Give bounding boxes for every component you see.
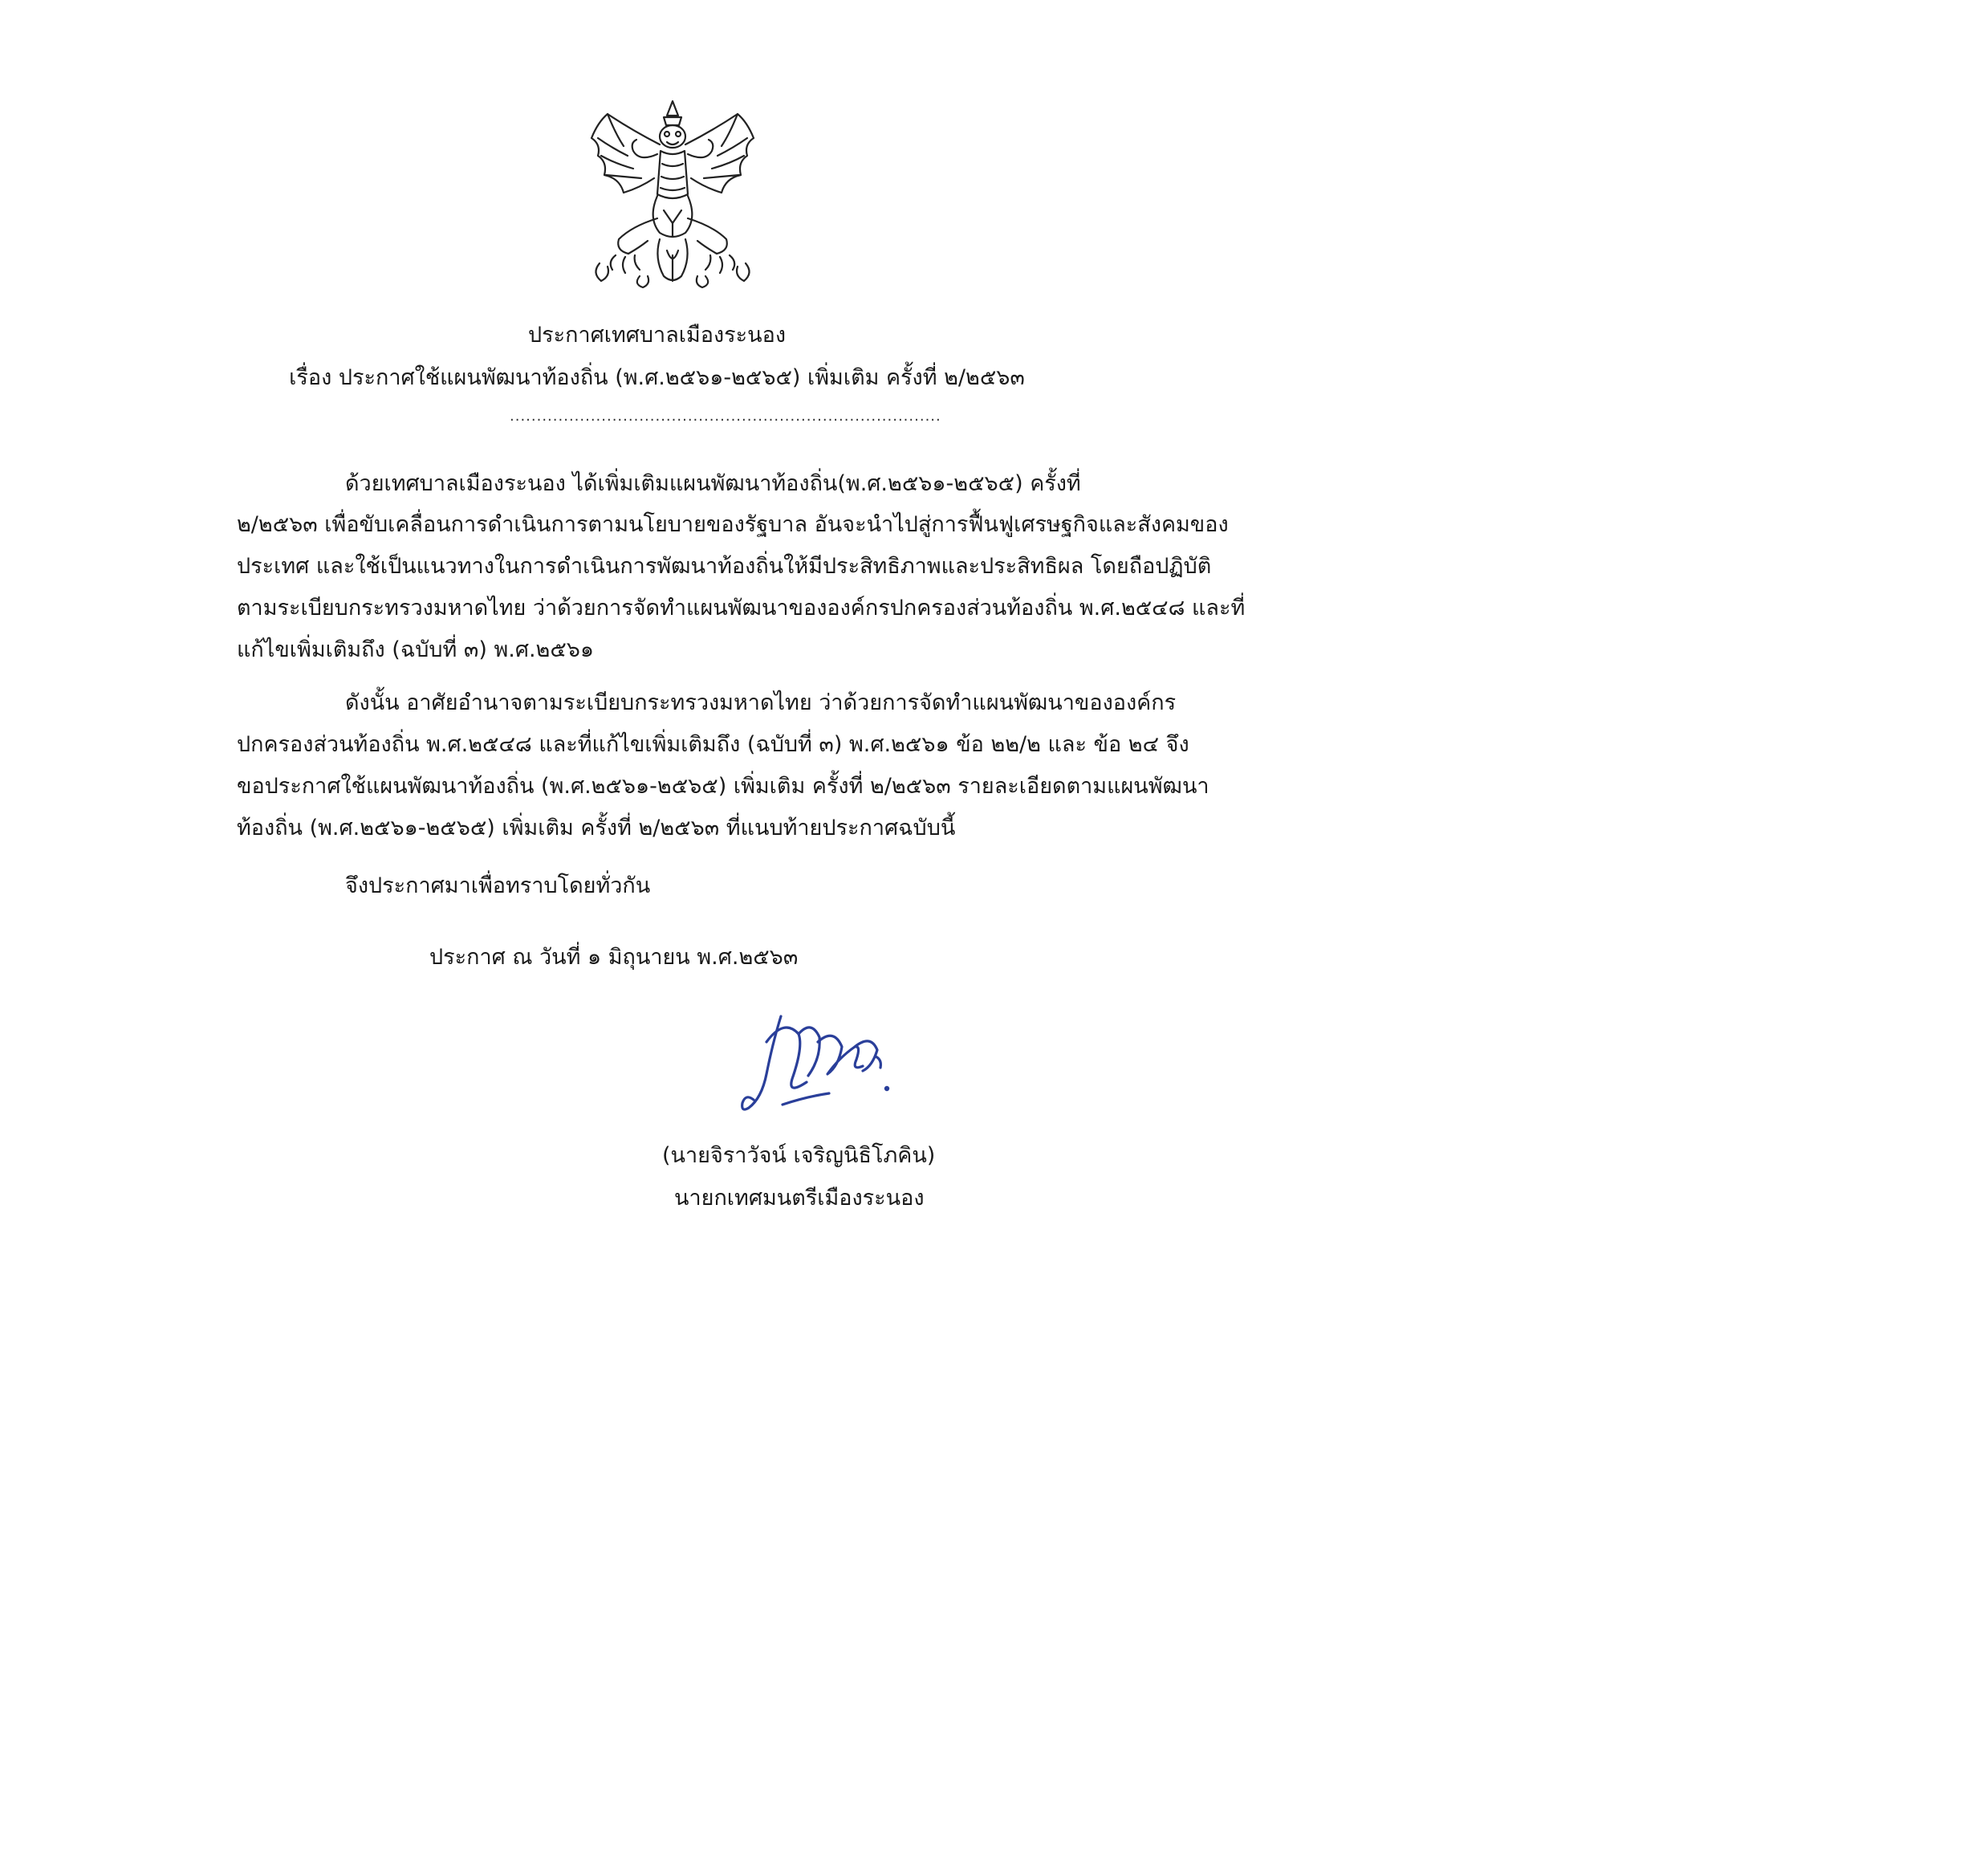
handwritten-signature [734, 1010, 903, 1122]
closing-text: จึงประกาศมาเพื่อทราบโดยทั่วกัน [345, 873, 651, 898]
paragraph1-line: ด้วยเทศบาลเมืองระนอง ได้เพิ่มเติมแผนพัฒนาท้องถิ่น(พ.ศ.๒๕๖๑-๒๕๖๕) ครั้งที่ [345, 471, 1081, 496]
signer-name: (นายจิราวัจน์ เจริญนิธิโภคิน) [662, 1143, 936, 1168]
paragraph2-line: ท้องถิ่น (พ.ศ.๒๕๖๑-๒๕๖๕) เพิ่มเติม ครั้งที่ ๒/๒๕๖๓ ที่แนบท้ายประกาศฉบับนี้ [237, 816, 956, 840]
paragraph2-line: ดังนั้น อาศัยอำนาจตามระเบียบกระทรวงมหาดไทย ว่าด้วยการจัดทำแผนพัฒนาขององค์กร [345, 690, 1177, 715]
paragraph2-line: ปกครองส่วนท้องถิ่น พ.ศ.๒๕๔๘ และที่แก้ไขเพิ่มเติมถึง (ฉบับที่ ๓) พ.ศ.๒๕๖๑ ข้อ ๒๒/๒ และ ข้อ ๒๔ จึง [237, 732, 1189, 757]
document-subject: เรื่อง ประกาศใช้แผนพัฒนาท้องถิ่น (พ.ศ.๒๕๖๑-๒๕๖๕) เพิ่มเติม ครั้งที่ ๒/๒๕๖๓ [289, 365, 1025, 390]
paragraph2-line: ขอประกาศใช้แผนพัฒนาท้องถิ่น (พ.ศ.๒๕๖๑-๒๕๖๕) เพิ่มเติม ครั้งที่ ๒/๒๕๖๓ รายละเอียดตามแผนพัฒนา [237, 774, 1209, 799]
garuda-emblem-icon [583, 98, 762, 291]
separator-line: ................................................................................ [510, 408, 941, 425]
paragraph1-line: ตามระเบียบกระทรวงมหาดไทย ว่าด้วยการจัดทำแผนพัฒนาขององค์กรปกครองส่วนท้องถิ่น พ.ศ.๒๕๔๘ และที่ [237, 596, 1246, 621]
paragraph1-line: ๒/๒๕๖๓ เพื่อขับเคลื่อนการดำเนินการตามนโยบายของรัฐบาล อันจะนำไปสู่การฟื้นฟูเศรษฐกิจและสังคมของ [237, 512, 1229, 537]
document-title: ประกาศเทศบาลเมืองระนอง [527, 323, 787, 348]
date-line: ประกาศ ณ วันที่ ๑ มิถุนายน พ.ศ.๒๕๖๓ [429, 945, 799, 970]
signer-title: นายกเทศมนตรีเมืองระนอง [674, 1186, 925, 1211]
paragraph1-line: ประเทศ และใช้เป็นแนวทางในการดำเนินการพัฒนาท้องถิ่นให้มีประสิทธิภาพและประสิทธิผล โดยถือปฏิบัติ [237, 554, 1212, 579]
paragraph1-line: แก้ไขเพิ่มเติมถึง (ฉบับที่ ๓) พ.ศ.๒๕๖๑ [237, 637, 595, 662]
